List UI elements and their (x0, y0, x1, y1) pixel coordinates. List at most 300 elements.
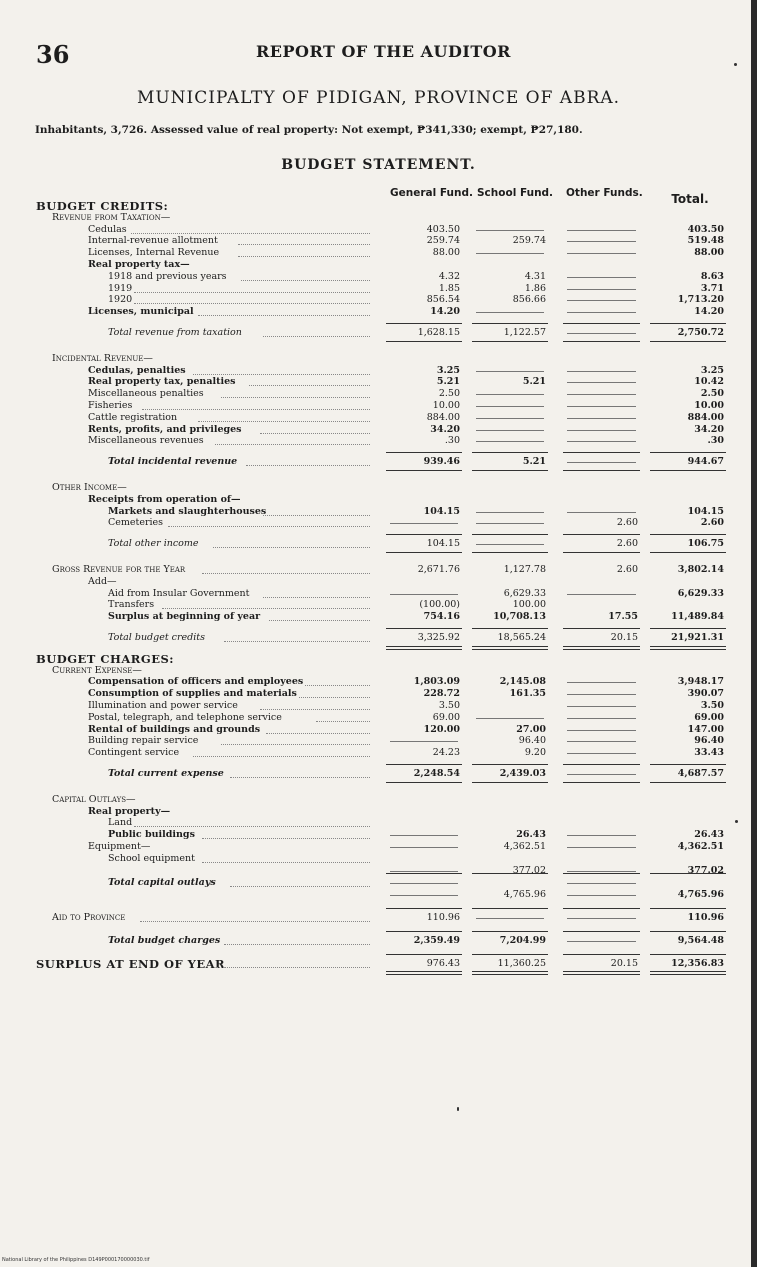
row-label: Incidental Revenue— (52, 352, 153, 364)
table-row (0, 817, 757, 829)
sum-rule (472, 534, 548, 535)
sum-rule (472, 552, 548, 553)
cell-general: 120.00 (423, 723, 460, 735)
table-row (0, 376, 757, 388)
cell-total: 3,948.17 (677, 676, 724, 688)
table-row (0, 829, 757, 841)
sum-rule (650, 341, 726, 342)
cell-school: 4,765.96 (503, 889, 546, 901)
blank-line (567, 918, 636, 919)
cell-school: 96.40 (518, 735, 546, 747)
table-row (0, 412, 757, 424)
table-row (0, 688, 757, 700)
row-label: Miscellaneous penalties (88, 388, 204, 400)
sum-rule (386, 552, 462, 553)
cell-school: 856.66 (512, 294, 546, 306)
leader-dots (221, 744, 370, 745)
row-label: Consumption of supplies and materials (88, 688, 297, 700)
cell-general: 403.50 (426, 223, 460, 235)
cell-school: 9.20 (524, 747, 546, 759)
sum-rule (472, 452, 548, 453)
cell-total: 1,713.20 (677, 294, 724, 306)
leader-dots (202, 862, 370, 863)
table-row (0, 294, 757, 306)
cell-school: 11,360.25 (497, 957, 546, 969)
blank-line (476, 253, 544, 254)
cell-general: 3,325.92 (417, 632, 460, 643)
table-row (0, 456, 757, 468)
cell-total: 4,765.96 (677, 889, 724, 901)
blank-line (567, 230, 636, 231)
leader-dots (216, 967, 370, 968)
cell-total: 519.48 (687, 235, 724, 247)
cell-school: 27.00 (516, 723, 546, 735)
blank-line (476, 544, 544, 545)
blank-line (567, 682, 636, 683)
sum-rule (650, 873, 726, 874)
cell-general: 104.15 (423, 505, 460, 517)
sum-rule (472, 764, 548, 765)
page-number: 36 (36, 40, 70, 69)
cell-total: 12,356.83 (671, 957, 724, 969)
blank-line (476, 523, 544, 524)
blank-line (567, 462, 636, 463)
cell-general: 104.15 (426, 538, 460, 550)
row-label: Gross Revenue for the Year (52, 564, 186, 575)
blank-line (567, 333, 636, 334)
table-row (0, 271, 757, 283)
blank-line (390, 741, 458, 742)
cell-school: 259.74 (512, 235, 546, 247)
sum-rule (386, 323, 462, 324)
leader-dots (260, 433, 370, 434)
table-row (0, 259, 757, 271)
cell-total: 377.02 (687, 864, 724, 876)
sum-rule (650, 954, 726, 955)
leader-dots (269, 620, 370, 621)
row-label: Total incidental revenue (108, 456, 238, 468)
blank-line (567, 835, 636, 836)
table-row (0, 247, 757, 259)
cell-total: 2,750.72 (677, 327, 724, 338)
sum-rule (386, 534, 462, 535)
table-row (0, 506, 757, 518)
row-label: BUDGET CHARGES: (36, 651, 175, 666)
blank-line (567, 594, 636, 595)
row-label: Real property tax, penalties (88, 376, 236, 388)
row-label: Licenses, Internal Revenue (88, 247, 220, 259)
leader-dots (263, 336, 370, 337)
table-row (0, 517, 757, 529)
cell-total: 34.20 (694, 423, 724, 435)
double-rule (563, 646, 640, 650)
running-title: REPORT OF THE AUDITOR (256, 42, 511, 61)
sum-rule (650, 323, 726, 324)
cell-general: .30 (444, 435, 460, 447)
leader-dots (168, 526, 370, 527)
row-label: SURPLUS AT END OF YEAR (36, 956, 226, 971)
row-label: Revenue from Taxation— (52, 211, 171, 223)
blank-line (567, 774, 636, 775)
cell-general: 939.46 (423, 456, 460, 468)
blank-line (567, 418, 636, 419)
row-label: Other Income— (52, 482, 127, 493)
leader-dots (198, 315, 370, 316)
row-label: Internal-revenue allotment (88, 235, 218, 247)
sum-rule (563, 908, 640, 909)
blank-line (390, 847, 458, 848)
sum-rule (650, 764, 726, 765)
row-label: Contingent service (88, 747, 180, 759)
table-row (0, 353, 757, 365)
row-label: Cemeteries (108, 517, 164, 529)
leader-dots (266, 733, 370, 734)
cell-total: 3.50 (700, 700, 724, 711)
cell-total: 944.67 (687, 456, 724, 468)
leader-dots (230, 777, 370, 778)
table-row (0, 365, 757, 377)
sum-rule (650, 782, 726, 783)
blank-line (567, 371, 636, 372)
table-row (0, 865, 757, 877)
leader-dots (238, 244, 370, 245)
leader-dots (162, 608, 370, 609)
cell-total: 69.00 (694, 711, 724, 723)
table-row (0, 794, 757, 806)
cell-total: 9,564.48 (677, 934, 724, 946)
sum-rule (386, 782, 462, 783)
table-row (0, 599, 757, 611)
blank-line (567, 312, 636, 313)
blank-line (567, 512, 636, 513)
cell-school: 100.00 (512, 599, 546, 611)
row-label: Equipment— (88, 841, 151, 852)
cell-total: 884.00 (687, 411, 724, 423)
blank-line (390, 594, 458, 595)
sum-rule (563, 782, 640, 783)
row-label: Total budget credits (108, 632, 205, 643)
leader-dots (134, 303, 370, 304)
table-row (0, 768, 757, 780)
table-row (0, 700, 757, 712)
cell-general: 2.50 (438, 388, 460, 400)
sum-rule (563, 470, 640, 471)
cell-general: 88.00 (432, 247, 460, 259)
leader-dots (249, 385, 370, 386)
leader-dots (246, 465, 370, 466)
row-label: Aid to Province (52, 912, 126, 923)
table-row (0, 327, 757, 339)
sum-rule (563, 764, 640, 765)
table-row (0, 212, 757, 224)
sum-rule (472, 323, 548, 324)
cell-general: 1,803.09 (413, 676, 460, 688)
cell-general: 259.74 (426, 235, 460, 247)
leader-dots (224, 641, 370, 642)
cell-total: 6,629.33 (677, 587, 724, 599)
cell-total: 403.50 (687, 223, 724, 235)
cell-general: 2,248.54 (413, 768, 460, 779)
cell-total: 88.00 (694, 247, 724, 259)
cell-total: 10.42 (694, 376, 724, 388)
cell-school: 161.35 (509, 688, 546, 700)
cell-school: 5.21 (522, 376, 546, 388)
cell-general: 10.00 (432, 400, 460, 411)
table-row (0, 806, 757, 818)
cell-school: 7,204.99 (499, 934, 546, 946)
cell-general: 1.85 (438, 282, 460, 294)
cell-total: 106.75 (687, 538, 724, 550)
sum-rule (472, 341, 548, 342)
sum-rule (563, 954, 640, 955)
blank-line (476, 406, 544, 407)
column-header-total: Total. (671, 192, 709, 206)
sum-rule (472, 954, 548, 955)
column-header-school-fund: School Fund. (477, 187, 554, 199)
leader-dots (193, 756, 370, 757)
row-label: Cedulas (88, 223, 127, 235)
double-rule (650, 646, 726, 650)
table-row (0, 665, 757, 677)
sum-rule (650, 552, 726, 553)
leader-dots (134, 292, 370, 293)
sum-rule (650, 452, 726, 453)
cell-total: 2.50 (700, 388, 724, 400)
blank-line (476, 718, 544, 719)
sum-rule (563, 931, 640, 932)
row-label: Real property— (88, 805, 171, 817)
cell-school: 5.21 (522, 456, 546, 468)
double-rule (472, 971, 548, 975)
double-rule (386, 971, 462, 975)
cell-school: 2,145.08 (499, 676, 546, 688)
double-rule (650, 971, 726, 975)
blank-line (567, 706, 636, 707)
sum-rule (386, 470, 462, 471)
row-label: Total budget charges (108, 934, 221, 946)
cell-school: 6,629.33 (503, 587, 546, 599)
table-row (0, 853, 757, 865)
sum-rule (650, 628, 726, 629)
blank-line (567, 883, 636, 884)
cell-general: 856.54 (426, 294, 460, 306)
cell-general: 3.25 (436, 364, 460, 376)
blank-line (567, 394, 636, 395)
table-row (0, 235, 757, 247)
cell-total: 8.63 (700, 270, 724, 282)
row-label: Miscellaneous revenues (88, 435, 204, 447)
cell-general: 3.50 (438, 700, 460, 711)
cell-total: 4,362.51 (677, 841, 724, 852)
leader-dots (316, 721, 370, 722)
sum-rule (386, 931, 462, 932)
row-label: Receipts from operation of— (88, 493, 241, 505)
table-row (0, 388, 757, 400)
leader-dots (202, 573, 370, 574)
row-label: Illumination and power service (88, 700, 238, 711)
sum-rule (563, 534, 640, 535)
table-row (0, 632, 757, 644)
municipality-statistics: Inhabitants, 3,726. Assessed value of real property: Not exempt, ₱341,330; exempt, ₱27,180. (35, 124, 583, 136)
leader-dots (224, 944, 370, 945)
blank-line (567, 289, 636, 290)
cell-total: 21,921.31 (671, 632, 724, 643)
row-label: Capital Outlays— (52, 793, 136, 805)
table-row (0, 889, 757, 901)
blank-line (567, 718, 636, 719)
speck (734, 63, 737, 66)
table-row (0, 538, 757, 550)
blank-line (567, 895, 636, 896)
blank-line (476, 512, 544, 513)
table-row (0, 712, 757, 724)
sum-rule (472, 873, 548, 874)
leader-dots (198, 421, 370, 422)
row-label: Aid from Insular Government (108, 587, 250, 599)
blank-line (567, 300, 636, 301)
row-label: Land (108, 817, 133, 829)
row-label: Total other income (108, 538, 199, 550)
sum-rule (650, 931, 726, 932)
blank-line (567, 847, 636, 848)
leader-dots (238, 256, 370, 257)
blank-line (567, 730, 636, 731)
sum-rule (563, 323, 640, 324)
speck (457, 1107, 459, 1111)
sum-rule (472, 470, 548, 471)
blank-line (390, 835, 458, 836)
cell-other: 2.60 (616, 538, 638, 550)
double-rule (386, 646, 462, 650)
sum-rule (650, 470, 726, 471)
sum-rule (472, 782, 548, 783)
cell-general: 1,628.15 (417, 327, 460, 338)
cell-other: 2.60 (616, 517, 638, 529)
sum-rule (386, 873, 462, 874)
blank-line (567, 694, 636, 695)
cell-total: 10.00 (694, 400, 724, 411)
sum-rule (650, 908, 726, 909)
cell-general: 976.43 (426, 957, 460, 969)
sum-rule (472, 628, 548, 629)
document-title: MUNICIPALTY OF PIDIGAN, PROVINCE OF ABRA. (136, 88, 621, 108)
cell-total: 104.15 (687, 505, 724, 517)
sum-rule (563, 628, 640, 629)
leader-dots (263, 597, 370, 598)
leader-dots (193, 374, 370, 375)
leader-dots (299, 697, 370, 698)
cell-school: 10,708.13 (493, 611, 546, 623)
sum-rule (386, 764, 462, 765)
cell-school: 26.43 (516, 829, 546, 841)
cell-other: 2.60 (616, 564, 638, 575)
cell-general: (100.00) (419, 599, 460, 611)
row-label: Postal, telegraph, and telephone service (88, 711, 282, 723)
blank-line (390, 895, 458, 896)
row-label: Total revenue from taxation (108, 327, 242, 338)
speck (735, 820, 738, 823)
row-label: Rents, profits, and privileges (88, 423, 242, 435)
blank-line (567, 241, 636, 242)
blank-line (390, 883, 458, 884)
row-label: BUDGET CREDITS: (36, 199, 169, 213)
sum-rule (386, 341, 462, 342)
cell-school: 1,122.57 (503, 327, 546, 338)
leader-dots (221, 397, 370, 398)
cell-other: 20.15 (610, 632, 638, 643)
cell-school: 4,362.51 (503, 841, 546, 852)
double-rule (472, 646, 548, 650)
cell-general: 228.72 (423, 688, 460, 700)
table-row (0, 494, 757, 506)
row-label: 1920 (108, 294, 133, 306)
cell-school: 4.31 (524, 270, 546, 282)
row-label: Real property tax— (88, 259, 190, 270)
cell-general: 2,359.49 (413, 934, 460, 946)
leader-dots (202, 838, 370, 839)
cell-total: 3.71 (700, 282, 724, 294)
cell-general: 69.00 (432, 711, 460, 723)
cell-total: 3,802.14 (677, 564, 724, 575)
row-label: Public buildings (108, 829, 195, 841)
sum-rule (386, 628, 462, 629)
table-row (0, 724, 757, 736)
blank-line (476, 371, 544, 372)
row-label: Building repair service (88, 735, 199, 747)
table-row (0, 564, 757, 576)
cell-school: 1.86 (524, 282, 546, 294)
blank-line (476, 918, 544, 919)
blank-line (390, 871, 458, 872)
table-row (0, 306, 757, 318)
leader-dots (213, 547, 370, 548)
table-row (0, 912, 757, 924)
leader-dots (241, 280, 370, 281)
sum-rule (386, 908, 462, 909)
table-row (0, 482, 757, 494)
row-label: Current Expense— (52, 664, 142, 676)
table-row (0, 435, 757, 447)
cell-general: 5.21 (436, 376, 460, 388)
blank-line (567, 406, 636, 407)
leader-dots (260, 709, 370, 710)
table-row (0, 224, 757, 236)
leader-dots (131, 233, 370, 234)
cell-total: 14.20 (694, 306, 724, 318)
table-row (0, 676, 757, 688)
leader-dots (140, 921, 370, 922)
cell-general: 4.32 (438, 270, 460, 282)
row-label: Total capital outlays (108, 877, 216, 889)
cell-general: 24.23 (432, 747, 460, 759)
cell-total: 147.00 (687, 723, 724, 735)
sum-rule (386, 954, 462, 955)
table-row (0, 424, 757, 436)
blank-line (567, 277, 636, 278)
table-row (0, 588, 757, 600)
blank-line (476, 418, 544, 419)
blank-line (567, 741, 636, 742)
table-row (0, 653, 757, 665)
blank-line (476, 441, 544, 442)
table-row (0, 576, 757, 588)
sum-rule (563, 341, 640, 342)
row-label: Add— (88, 575, 117, 587)
cell-total: 3.25 (700, 364, 724, 376)
blank-line (567, 430, 636, 431)
row-label: 1918 and previous years (108, 270, 227, 282)
sum-rule (472, 931, 548, 932)
